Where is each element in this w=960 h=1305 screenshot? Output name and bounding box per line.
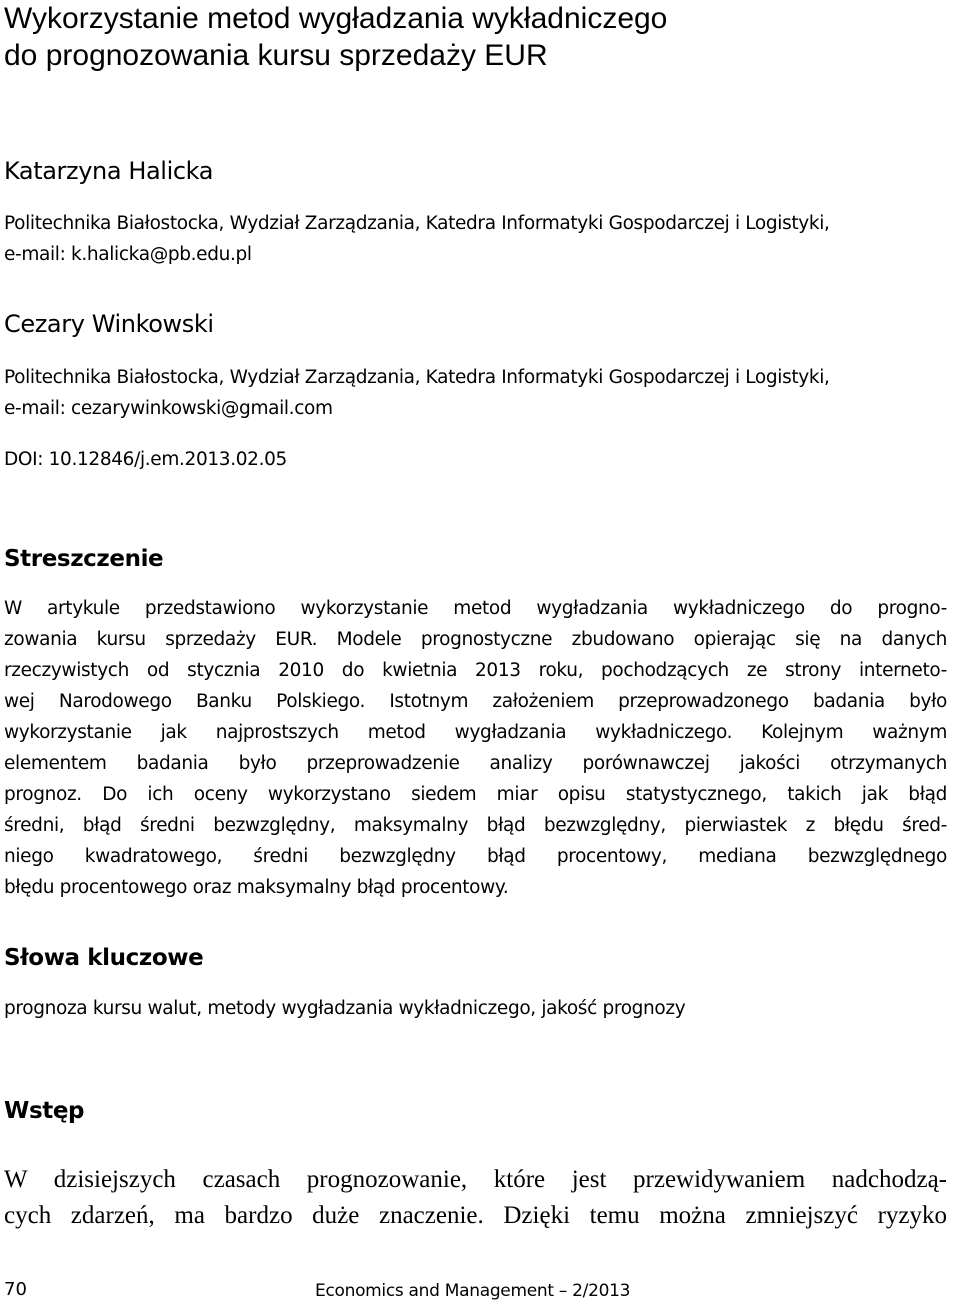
introduction-body <box>4 1162 947 1234</box>
abstract-line: błędu procentowego oraz maksymalny błąd procentowy. <box>4 877 509 898</box>
journal-footer: Economics and Management – 2/2013 <box>315 1281 631 1301</box>
abstract-line: rzeczywistych od stycznia 2010 do kwietnia 2013 roku, pochodzących ze strony interneto- <box>4 660 947 681</box>
abstract-line: prognoz. Do ich oceny wykorzystano siedem miar opisu statystycznego, takich jak błąd <box>4 784 947 805</box>
introduction-heading: Wstęp <box>4 1098 85 1124</box>
introduction-line: cych zdarzeń, ma bardzo duże znaczenie. Dzięki temu można zmniejszyć ryzyko <box>4 1202 947 1229</box>
paper-title-line-2: do prognozowania kursu sprzedaży EUR <box>4 39 548 72</box>
paper-title <box>4 0 954 74</box>
author-email-1[interactable]: e-mail: k.halicka@pb.edu.pl <box>4 244 252 265</box>
author-name-2: Cezary Winkowski <box>4 310 214 338</box>
doi[interactable]: DOI: 10.12846/j.em.2013.02.05 <box>4 449 287 470</box>
paper-title-line-1: Wykorzystanie metod wygładzania wykładniczego <box>4 2 668 35</box>
abstract-line: elementem badania było przeprowadzenie analizy porównawczej jakości otrzymanych <box>4 753 947 774</box>
abstract-line: wykorzystanie jak najprostszych metod wygładzania wykładniczego. Kolejnym ważnym <box>4 722 947 743</box>
author-name-1: Katarzyna Halicka <box>4 157 214 185</box>
author-affiliation-1: Politechnika Białostocka, Wydział Zarządzania, Katedra Informatyki Gospodarczej i Logistyki, <box>4 213 830 234</box>
page-number: 70 <box>4 1279 27 1300</box>
abstract-line: zowania kursu sprzedaży EUR. Modele prognostyczne zbudowano opierając się na danych <box>4 629 947 650</box>
keywords-heading: Słowa kluczowe <box>4 945 204 971</box>
abstract-heading: Streszczenie <box>4 546 164 572</box>
abstract-line: średni, błąd średni bezwzględny, maksymalny błąd bezwzględny, pierwiastek z błędu śred- <box>4 815 947 836</box>
abstract-line: niego kwadratowego, średni bezwzględny błąd procentowy, mediana bezwzględnego <box>4 846 947 867</box>
abstract-body <box>4 593 947 903</box>
author-email-2[interactable]: e-mail: cezarywinkowski@gmail.com <box>4 398 333 419</box>
author-affiliation-2: Politechnika Białostocka, Wydział Zarządzania, Katedra Informatyki Gospodarczej i Logistyki, <box>4 367 830 388</box>
introduction-line: W dzisiejszych czasach prognozowanie, które jest przewidywaniem nadchodzą- <box>4 1166 947 1193</box>
abstract-line: W artykule przedstawiono wykorzystanie metod wygładzania wykładniczego do progno- <box>4 598 947 619</box>
keywords-text: prognoza kursu walut, metody wygładzania wykładniczego, jakość prognozy <box>4 998 686 1019</box>
abstract-line: wej Narodowego Banku Polskiego. Istotnym założeniem przeprowadzonego badania było <box>4 691 947 712</box>
